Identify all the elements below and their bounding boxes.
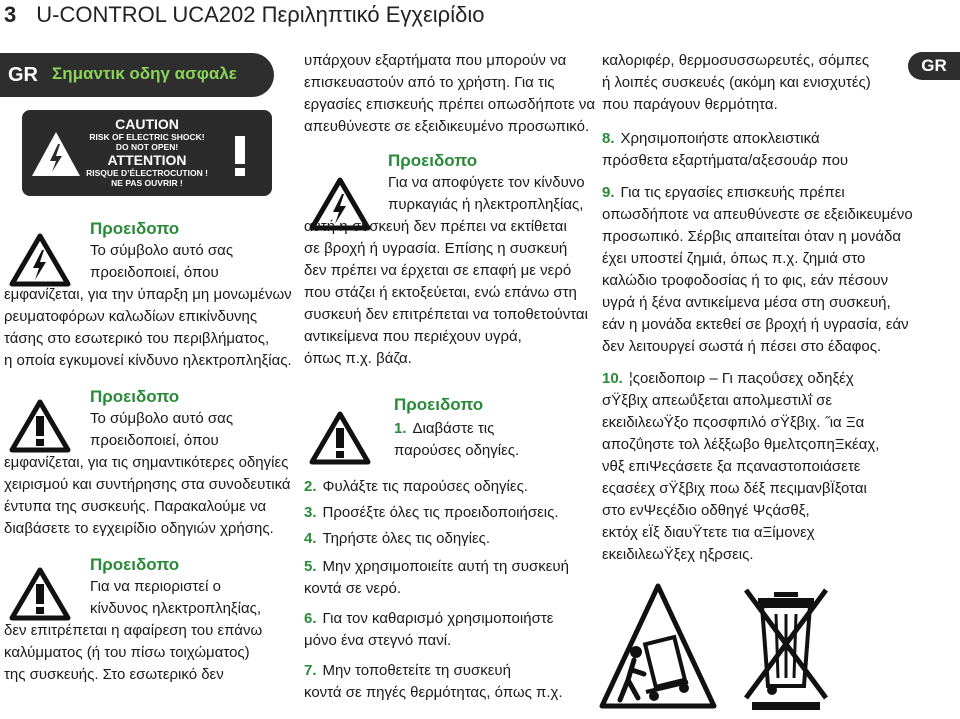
text-line: υπάρχουν εξαρτήματα που μπορούν να	[304, 52, 567, 69]
col3-intro	[602, 50, 871, 116]
exclamation-warning-icon	[214, 128, 266, 180]
list-number: 1.	[394, 420, 407, 437]
warning-title: Προειδοπο	[394, 395, 484, 414]
text-line: που στάζει ή εκτοξεύεται, ενώ επάνω στη	[304, 284, 577, 301]
exclamation-warning-icon	[8, 566, 72, 622]
text-line: σε βροχή ή υγρασία. Επίσης η συσκευή	[304, 240, 568, 257]
text-line: έχει υποστεί ζημιά, όπως π.χ. ζημιά στο	[602, 250, 866, 267]
text-line: εάν η μονάδα εκτεθεί σε βροχή ή υγρασία, εάν	[602, 316, 909, 333]
text-line: μόνο ένα στεγνό πανί.	[304, 632, 452, 649]
text-line: επισκευαστούν από το χρήστη. Για τις	[304, 74, 555, 91]
text-line: της συσκευής. Στο εσωτερικό δεν	[4, 666, 224, 683]
warning-block-5	[394, 394, 519, 462]
text-line: εργασίες επισκευής πρέπει οπωσδήποτε να	[304, 96, 596, 113]
text-line: στο ενΨεςέδιο οδθηγέ Ψςάσθξ,	[602, 502, 810, 519]
text-line: Χρησιμοποιήστε αποκλειστικά	[620, 130, 820, 147]
text-line: Μην χρησιμοποιείτε αυτή τη συσκευή	[322, 558, 569, 575]
text-line: που παράγουν θερμότητα.	[602, 96, 778, 113]
list-number: 10.	[602, 370, 623, 387]
text-line: εμφανίζεται, για τις σημαντικότερες οδηγίες	[4, 454, 289, 471]
text-line: τάσης στο εσωτερικό του περιβλήματος,	[4, 330, 270, 347]
text-line: υγρά ή ξένα αντικείμενα μέσα στη συσκευή,	[602, 294, 891, 311]
list-number: 7.	[304, 662, 317, 679]
list-item	[602, 182, 913, 204]
list-number: 6.	[304, 610, 317, 627]
list-number: 9.	[602, 184, 615, 201]
text-line: Για τον καθαρισμό χρησιμοποιήστε	[322, 610, 554, 627]
text-line: η οποία εγκυμονεί κίνδυνο ηλεκτροπληξίας.	[4, 352, 292, 369]
page-header	[4, 2, 484, 28]
list-number: 2.	[304, 478, 317, 495]
col2-intro	[304, 50, 595, 138]
warning-block-1	[90, 218, 233, 284]
text-line: εκειδιλεωΫξο πςοσφπιλό σΫξβιχ. ˝ια Ξα	[602, 414, 865, 431]
text-line: κοντά σε νερό.	[304, 580, 402, 597]
list-item	[602, 368, 913, 390]
caution-heading: CAUTION	[115, 116, 179, 132]
text-line: κοντά σε πηγές θερμότητας, όπως π.χ.	[304, 684, 563, 701]
text-line: προειδοποιεί, όπου	[90, 432, 219, 449]
list-item	[304, 556, 569, 578]
attention-heading: ATTENTION	[107, 152, 187, 168]
text-line: Διαβάστε τις	[412, 420, 495, 437]
text-line: Προσέξτε όλες τις προειδοποιήσεις.	[322, 504, 559, 521]
language-badge-right: GR	[908, 52, 960, 80]
warning-block-4-body	[304, 216, 588, 370]
instruction-list-continued	[602, 128, 913, 566]
lightning-warning-icon	[8, 232, 72, 288]
text-line: δεν πρέπει να έρχεται σε επαφή με νερό	[304, 262, 572, 279]
text-line: Τηρήστε όλες τις οδηγίες.	[322, 530, 491, 547]
page-number: 3	[4, 2, 17, 27]
text-line: ρευματοφόρων καλωδίων επικίνδυνης	[4, 308, 258, 325]
warning-block-1-body	[4, 284, 292, 372]
caution-label	[22, 110, 272, 196]
text-line: διαβάσετε το εγχειρίδιο οδηγιών χρήσης.	[4, 520, 274, 537]
document-title: U-CONTROL UCA202 Περιληπτικό Εγχειρίδιο	[36, 2, 485, 27]
warning-block-3-body	[4, 620, 262, 686]
warning-title: Προειδοπο	[90, 219, 180, 238]
weee-crossed-bin-icon	[738, 582, 834, 712]
list-item	[304, 474, 569, 500]
text-line: παρούσες οδηγίες.	[394, 442, 520, 459]
attention-subtext-2: NE PAS OUVRIR !	[111, 178, 183, 188]
text-line: έντυπα της συσκευής. Παρακαλούμε να	[4, 498, 267, 515]
list-number: 3.	[304, 504, 317, 521]
text-line: απευθύνεστε σε εξειδικευμένο προσωπικό.	[304, 118, 590, 135]
warning-block-2	[90, 386, 233, 452]
text-line: Για να περιοριστεί ο	[90, 578, 221, 595]
list-number: 4.	[304, 530, 317, 547]
list-number: 5.	[304, 558, 317, 575]
text-line: πρόσθετα εξαρτήματα/αξεσουάρ που	[602, 152, 849, 169]
text-line: Για να αποφύγετε τον κίνδυνο	[388, 174, 585, 191]
text-line: Μην τοποθετείτε τη συσκευή	[322, 662, 511, 679]
list-item	[304, 660, 569, 682]
text-line: εκτόχ εΪξ διαυΫτετε τια αΞίμονεχ	[602, 524, 815, 541]
text-line: νθξ επιΨεςάσετε ξα πςαναστοποιάσετε	[602, 458, 861, 475]
text-line: συσκευή δεν επιτρέπεται να τοποθετούνται	[304, 306, 588, 323]
section-header-bar	[0, 53, 274, 97]
list-item	[304, 526, 569, 552]
list-item	[602, 128, 913, 150]
warning-block-4	[388, 150, 585, 216]
list-item	[304, 500, 569, 526]
exclamation-warning-icon	[8, 398, 72, 454]
text-line: Φυλάξτε τις παρούσες οδηγίες.	[322, 478, 528, 495]
text-line: δεν λειτουργεί σωστά ή πέσει στο έδαφος.	[602, 338, 882, 355]
text-line: εκειδιλεωΫξεχ ηξρσεις.	[602, 546, 754, 563]
text-line: σΫξβιχ απεωΰξεται απολμεστιλΐ σε	[602, 392, 833, 409]
text-line: καλώδιο τροφοδοσίας ή το φις, εάν πέσουν	[602, 272, 889, 289]
cart-tipover-icon	[598, 582, 718, 712]
text-line: δεν επιτρέπεται η αφαίρεση του επάνω	[4, 622, 263, 639]
text-line: πυρκαγιάς ή ηλεκτροπληξίας,	[388, 196, 584, 213]
caution-subtext-1: RISK OF ELECTRIC SHOCK!	[89, 132, 205, 142]
text-line: ¦ςοειδοποιρ – Γι πaςοΰσεχ οδηξέχ	[628, 370, 854, 387]
text-line: όπως π.χ. βάζα.	[304, 350, 412, 367]
text-line: αποζΰηστε τολ λέξξωβο θμελτςοπηΞκέαχ,	[602, 436, 880, 453]
section-title: Σημαντικ οδηγ ασφαλε	[52, 64, 237, 83]
text-line: ή λοιπές συσκευές (ακόμη και ενισχυτές)	[602, 74, 871, 91]
list-item	[304, 608, 569, 630]
list-number: 8.	[602, 130, 615, 147]
warning-title: Προειδοπο	[90, 387, 180, 406]
text-line: Το σύμβολο αυτό σας	[90, 410, 234, 427]
text-line: καλύμματος (ή του πίσω τοιχώματος)	[4, 644, 250, 661]
text-line: εμφανίζεται, για την ύπαρξη μη μονωμένων	[4, 286, 292, 303]
warning-block-3	[90, 554, 261, 620]
language-badge: GR	[8, 64, 38, 86]
warning-title: Προειδοπο	[388, 151, 478, 170]
text-line: Για τις εργασίες επισκευής πρέπει	[620, 184, 845, 201]
warning-title: Προειδοπο	[90, 555, 180, 574]
warning-block-2-body	[4, 452, 291, 540]
text-line: καλοριφέρ, θερμοσυσσωρευτές, σόμπες	[602, 52, 870, 69]
text-line: προσωπικό. Σέρβις απαιτείται όταν η μονάδα	[602, 228, 902, 245]
lightning-warning-icon	[30, 128, 82, 180]
exclamation-warning-icon	[308, 410, 372, 466]
text-line: κίνδυνος ηλεκτροπληξίας,	[90, 600, 262, 617]
text-line: χειρισμού και συντήρησης στα συνοδευτικά	[4, 476, 291, 493]
instruction-list	[304, 474, 569, 704]
text-line: προειδοποιεί, όπου	[90, 264, 219, 281]
text-line: αντικείμενα που περιέχουν υγρά,	[304, 328, 522, 345]
text-line: οπωσδήποτε να απευθύνεστε σε εξειδικευμένο	[602, 206, 913, 223]
attention-subtext-1: RISQUE D’ÉLECTROCUTION !	[86, 168, 208, 178]
text-line: Το σύμβολο αυτό σας	[90, 242, 234, 259]
text-line: εςασέεχ σΫξβιχ ποω δέξ πεςιμανβΪξοται	[602, 480, 867, 497]
caution-subtext-2: DO NOT OPEN!	[115, 142, 179, 152]
text-line: αυτή η συσκευή δεν πρέπει να εκτίθεται	[304, 218, 567, 235]
